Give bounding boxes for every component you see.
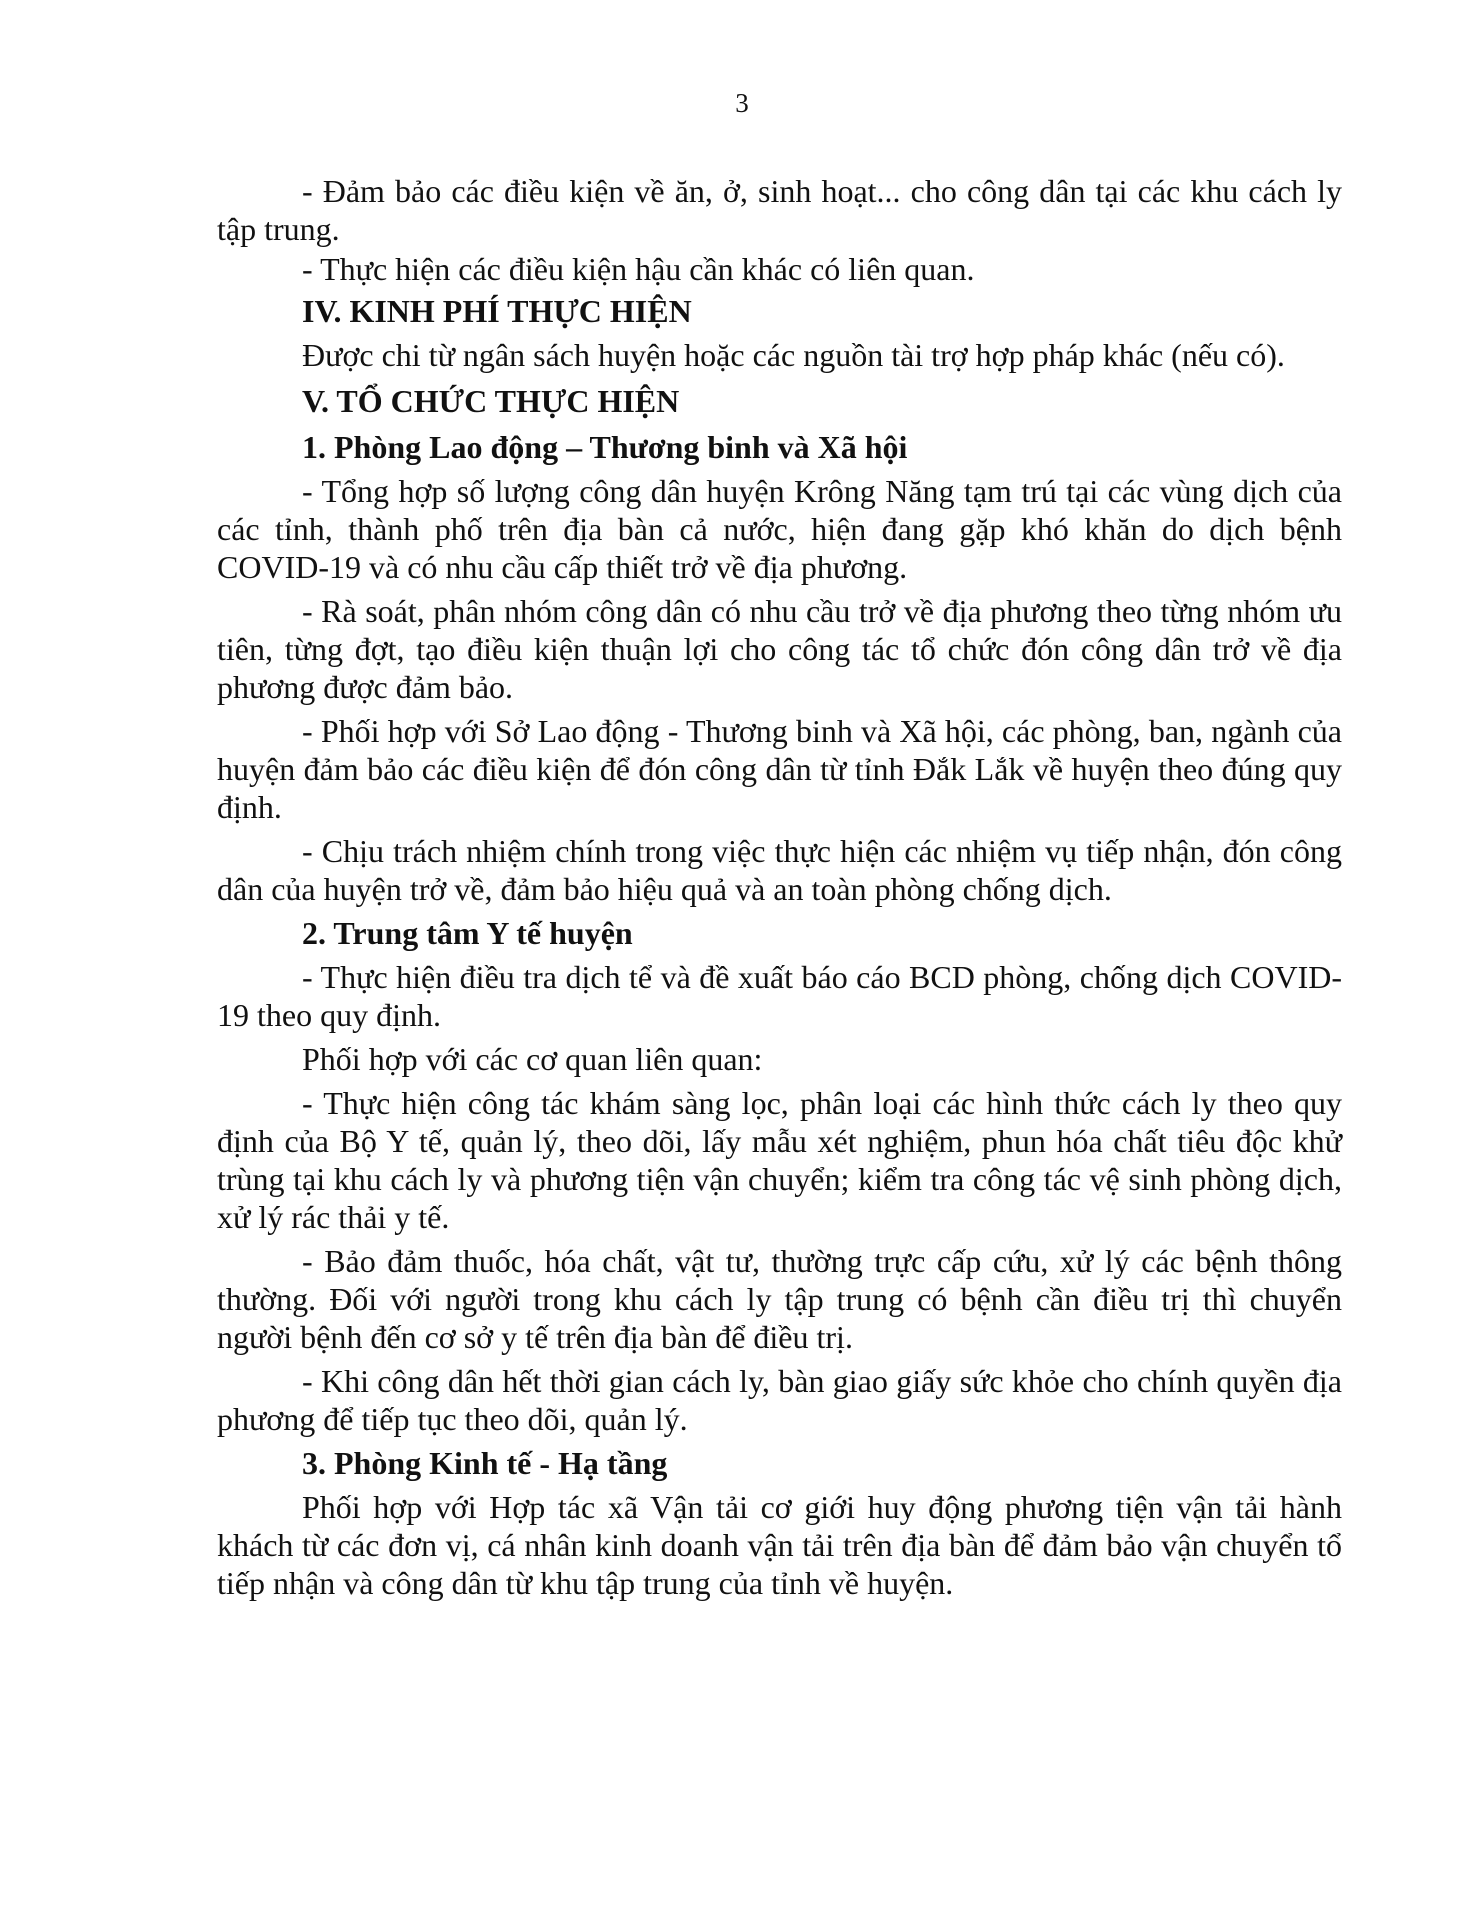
paragraph: - Chịu trách nhiệm chính trong việc thực hiện các nhiệm vụ tiếp nhận, đón công dân của huyện trở về, đảm bảo hiệu quả và an toàn phòng chống dịch. (217, 833, 1342, 907)
paragraph: - Khi công dân hết thời gian cách ly, bàn giao giấy sức khỏe cho chính quyền địa phương để tiếp tục theo dõi, quản lý. (217, 1363, 1342, 1437)
paragraph: Phối hợp với Hợp tác xã Vận tải cơ giới huy động phương tiện vận tải hành khách từ các đơn vị, cá nhân kinh doanh vận tải trên địa bàn để đảm bảo vận chuyển tổ tiếp nhận và công dân từ khu tập trung của tỉnh về huyện. (217, 1489, 1342, 1601)
page-number: 3 (735, 88, 749, 118)
paragraph: - Thực hiện điều tra dịch tể và đề xuất báo cáo BCD phòng, chống dịch COVID-19 theo quy định. (217, 959, 1342, 1033)
paragraph: Phối hợp với các cơ quan liên quan: (302, 1041, 763, 1077)
paragraph: - Thực hiện công tác khám sàng lọc, phân loại các hình thức cách ly theo quy định của Bộ Y tế, quản lý, theo dõi, lấy mẫu xét nghiệm, phun hóa chất tiêu độc khử trùng tại khu cách ly và phương tiện vận chuyển; kiểm tra công tác vệ sinh phòng dịch, xử lý rác thải y tế. (217, 1085, 1342, 1235)
paragraph: - Thực hiện các điều kiện hậu cần khác có liên quan. (302, 251, 975, 287)
section-v-heading: V. TỔ CHỨC THỰC HIỆN (302, 383, 680, 419)
paragraph: - Rà soát, phân nhóm công dân có nhu cầu trở về địa phương theo từng nhóm ưu tiên, từng đợt, tạo điều kiện thuận lợi cho công tác tổ chức đón công dân trở về địa phương được đảm bảo. (217, 593, 1342, 705)
subsection-2-heading: 2. Trung tâm Y tế huyện (302, 915, 633, 951)
paragraph: Được chi từ ngân sách huyện hoặc các nguồn tài trợ hợp pháp khác (nếu có). (302, 337, 1285, 373)
paragraph: - Bảo đảm thuốc, hóa chất, vật tư, thường trực cấp cứu, xử lý các bệnh thông thường. Đối với người trong khu cách ly tập trung có bệnh cần điều trị thì chuyển người bệnh đến cơ sở y tế trên địa bàn để điều trị. (217, 1243, 1342, 1355)
paragraph: - Phối hợp với Sở Lao động - Thương binh và Xã hội, các phòng, ban, ngành của huyện đảm bảo các điều kiện để đón công dân từ tỉnh Đắk Lắk về huyện theo đúng quy định. (217, 713, 1342, 825)
paragraph: - Tổng hợp số lượng công dân huyện Krông Năng tạm trú tại các vùng dịch của các tỉnh, thành phố trên địa bàn cả nước, hiện đang gặp khó khăn do dịch bệnh COVID-19 và có nhu cầu cấp thiết trở về địa phương. (217, 473, 1342, 585)
section-iv-heading: IV. KINH PHÍ THỰC HIỆN (302, 293, 692, 329)
subsection-1-heading: 1. Phòng Lao động – Thương binh và Xã hội (302, 429, 908, 465)
document-body (217, 172, 1342, 1608)
paragraph: - Đảm bảo các điều kiện về ăn, ở, sinh hoạt... cho công dân tại các khu cách ly tập trung. (217, 173, 1342, 247)
subsection-3-heading: 3. Phòng Kinh tế - Hạ tầng (302, 1445, 668, 1481)
